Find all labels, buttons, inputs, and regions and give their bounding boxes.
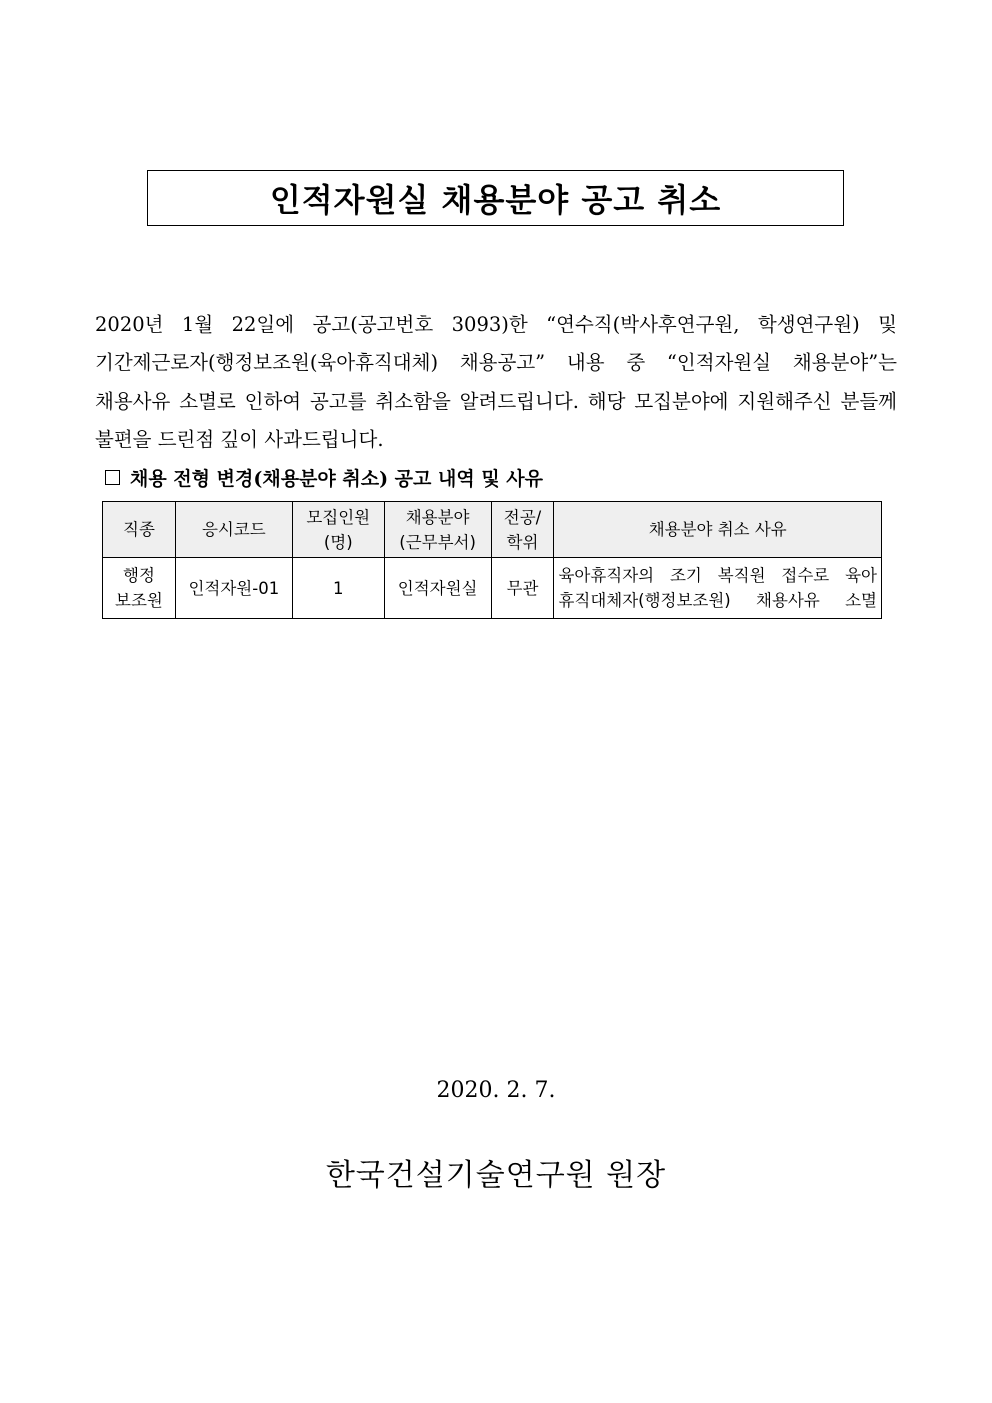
- cell-major: 무관: [491, 558, 554, 619]
- header-major: [491, 502, 554, 558]
- cell-job-type-line1: 행정: [123, 566, 155, 585]
- header-field: [384, 502, 491, 558]
- cell-reason-line2: 휴직대체자(행정보조원) 채용사유 소멸: [558, 591, 877, 610]
- square-bullet-icon: [105, 470, 120, 485]
- section-heading-text: 채용 전형 변경(채용분야 취소) 공고 내역 및 사유: [130, 468, 544, 490]
- title-box: [147, 170, 844, 226]
- header-job-type: 직종: [103, 502, 176, 558]
- header-count: [292, 502, 384, 558]
- cancellation-table: [102, 501, 882, 619]
- table-header-row: [103, 502, 882, 558]
- header-field-line1: 채용분야: [405, 507, 470, 527]
- header-field-line2: (근무부서): [399, 532, 476, 552]
- cell-code: 인적자원-01: [175, 558, 292, 619]
- header-code: 응시코드: [175, 502, 292, 558]
- cell-reason-line1: 육아휴직자의 조기 복직원 접수로 육아: [558, 566, 877, 585]
- notice-paragraph: 2020년 1월 22일에 공고(공고번호 3093)한 “연수직(박사후연구원, 학생연구원) 및 기간제근로자(행정보조원(육아휴직대체) 채용공고” 내용 중 “인적자원실 채용분야”는 채용사유 소멸로 인하여 공고를 취소함을 알려드립니다. 해당 모집분야에 지원해주신 분들께 불편을 드린점 깊이 사과드립니다.: [95, 312, 897, 451]
- header-count-line1: 모집인원: [306, 507, 371, 527]
- cell-field: 인적자원실: [384, 558, 491, 619]
- header-count-line2: (명): [323, 532, 353, 552]
- section-heading: [105, 464, 543, 491]
- header-reason: 채용분야 취소 사유: [554, 502, 882, 558]
- header-major-line2: 학위: [506, 532, 539, 552]
- document-date: 2020. 2. 7.: [436, 1078, 556, 1103]
- cell-count: 1: [292, 558, 384, 619]
- signature-line: 한국건설기술연구원 원장: [325, 1158, 667, 1193]
- cell-reason: [554, 558, 882, 619]
- cell-job-type-line2: 보조원: [115, 591, 163, 610]
- table-row: [103, 558, 882, 619]
- cell-job-type: [103, 558, 176, 619]
- page-title: 인적자원실 채용분야 공고 취소: [269, 181, 722, 219]
- header-major-line1: 전공/: [503, 507, 542, 527]
